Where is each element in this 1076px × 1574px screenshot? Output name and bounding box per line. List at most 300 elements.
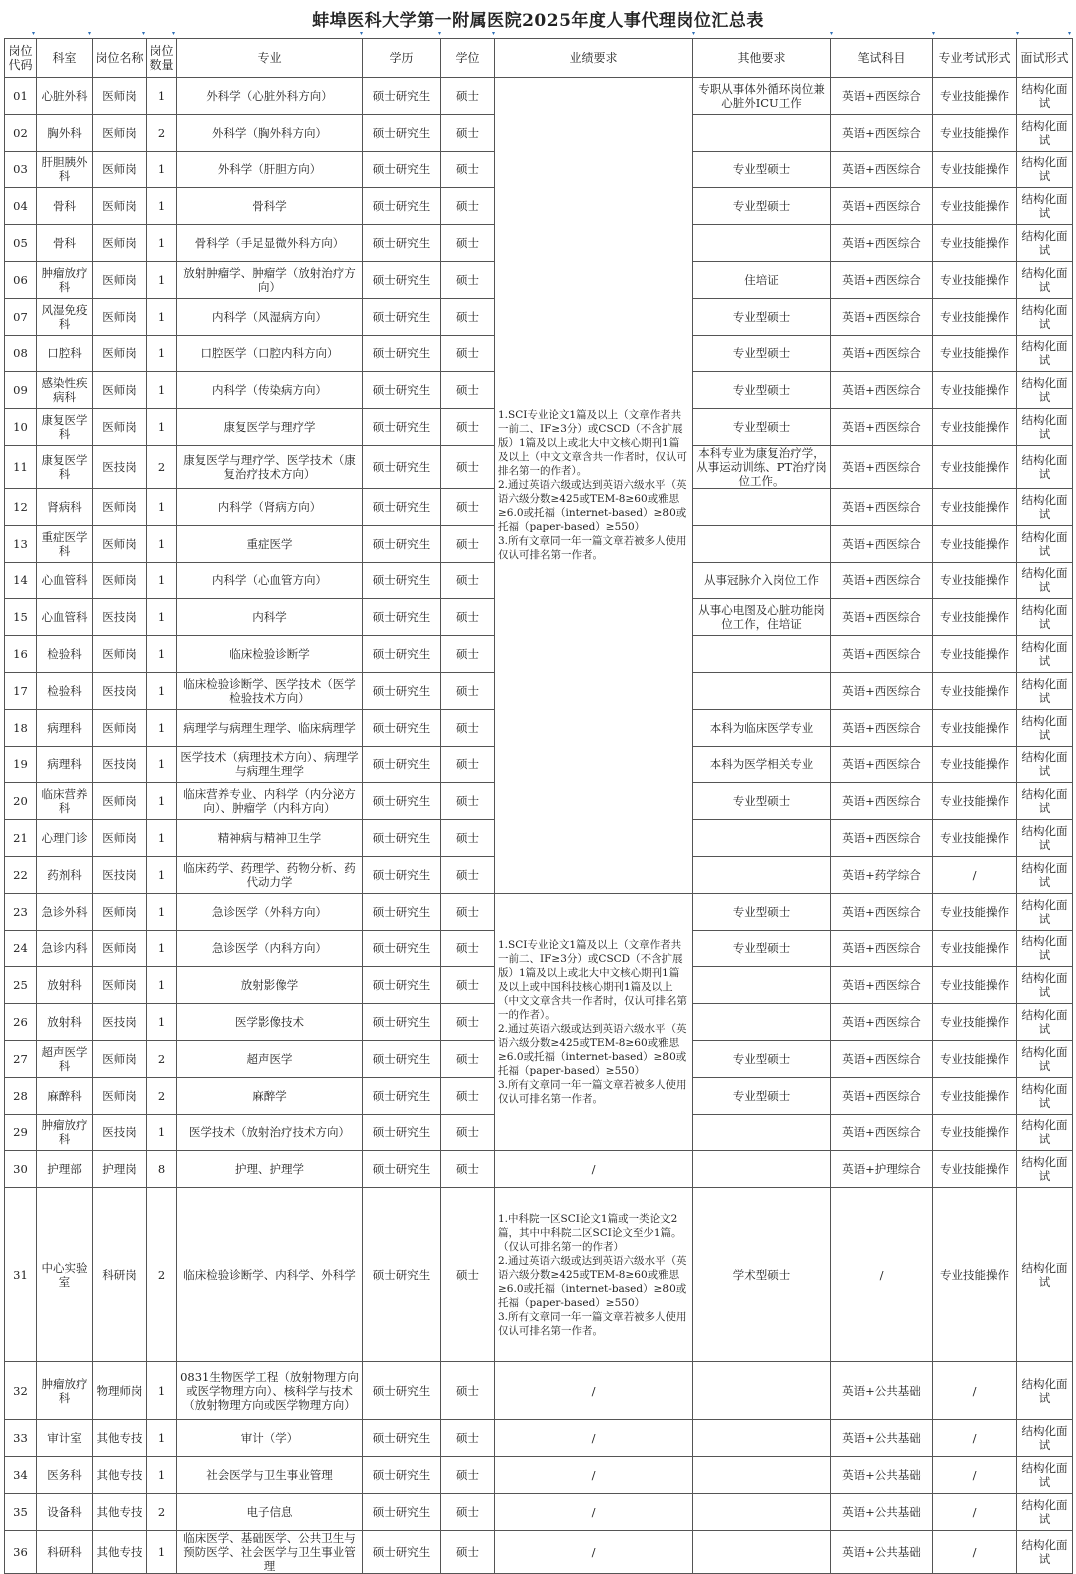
cell-major[interactable]: 社会医学与卫生事业管理 bbox=[177, 1456, 363, 1493]
cell-major[interactable]: 放射影像学 bbox=[177, 967, 363, 1004]
cell-post[interactable]: 医师岗 bbox=[93, 409, 147, 446]
cell-degree[interactable]: 硕士 bbox=[441, 636, 495, 673]
cell-exam[interactable]: 英语+西医综合 bbox=[831, 488, 933, 525]
cell-dept[interactable]: 医务科 bbox=[37, 1456, 93, 1493]
cell-num[interactable]: 1 bbox=[147, 893, 177, 930]
cell-post[interactable]: 物理师岗 bbox=[93, 1362, 147, 1420]
cell-prof[interactable]: / bbox=[933, 1420, 1017, 1457]
filter-dropdown-icon[interactable]: ▾ bbox=[31, 30, 35, 37]
cell-other[interactable]: 专业型硕士 bbox=[693, 893, 831, 930]
cell-post[interactable]: 医师岗 bbox=[93, 1077, 147, 1114]
cell-post[interactable]: 其他专技 bbox=[93, 1456, 147, 1493]
cell-prof[interactable]: / bbox=[933, 1456, 1017, 1493]
cell-post[interactable]: 医师岗 bbox=[93, 261, 147, 298]
cell-prof[interactable]: 专业技能操作 bbox=[933, 562, 1017, 599]
cell-other[interactable] bbox=[693, 636, 831, 673]
cell-major[interactable]: 病理学与病理生理学、临床病理学 bbox=[177, 709, 363, 746]
cell-edu[interactable]: 硕士研究生 bbox=[363, 298, 441, 335]
cell-num[interactable]: 1 bbox=[147, 746, 177, 783]
cell-dept[interactable]: 超声医学科 bbox=[37, 1040, 93, 1077]
cell-code[interactable]: 24 bbox=[5, 930, 37, 967]
cell-code[interactable]: 26 bbox=[5, 1004, 37, 1041]
cell-exam[interactable]: 英语+公共基础 bbox=[831, 1493, 933, 1530]
cell-num[interactable]: 1 bbox=[147, 261, 177, 298]
cell-dept[interactable]: 肝胆胰外科 bbox=[37, 151, 93, 188]
cell-code[interactable]: 29 bbox=[5, 1114, 37, 1151]
cell-interview[interactable]: 结构化面试 bbox=[1017, 599, 1073, 636]
cell-other[interactable]: 专业型硕士 bbox=[693, 1077, 831, 1114]
cell-degree[interactable]: 硕士 bbox=[441, 1456, 495, 1493]
cell-dept[interactable]: 感染性疾病科 bbox=[37, 372, 93, 409]
cell-other[interactable] bbox=[693, 1456, 831, 1493]
cell-interview[interactable]: 结构化面试 bbox=[1017, 636, 1073, 673]
cell-interview[interactable]: 结构化面试 bbox=[1017, 1077, 1073, 1114]
cell-post[interactable]: 医师岗 bbox=[93, 636, 147, 673]
cell-post[interactable]: 医师岗 bbox=[93, 820, 147, 857]
cell-code[interactable]: 12 bbox=[5, 488, 37, 525]
cell-major[interactable]: 临床检验诊断学、内科学、外科学 bbox=[177, 1188, 363, 1362]
cell-interview[interactable]: 结构化面试 bbox=[1017, 930, 1073, 967]
cell-major[interactable]: 放射肿瘤学、肿瘤学（放射治疗方向） bbox=[177, 261, 363, 298]
cell-interview[interactable]: 结构化面试 bbox=[1017, 78, 1073, 115]
cell-degree[interactable]: 硕士 bbox=[441, 225, 495, 262]
cell-code[interactable]: 21 bbox=[5, 820, 37, 857]
cell-major[interactable]: 急诊医学（外科方向） bbox=[177, 893, 363, 930]
cell-interview[interactable]: 结构化面试 bbox=[1017, 1420, 1073, 1457]
cell-prof[interactable]: 专业技能操作 bbox=[933, 1077, 1017, 1114]
cell-other[interactable]: 专业型硕士 bbox=[693, 298, 831, 335]
cell-dept[interactable]: 药剂科 bbox=[37, 856, 93, 893]
cell-degree[interactable]: 硕士 bbox=[441, 78, 495, 115]
cell-num[interactable]: 1 bbox=[147, 525, 177, 562]
cell-exam[interactable]: 英语+西医综合 bbox=[831, 672, 933, 709]
col-header-degree[interactable]: 学位 bbox=[441, 39, 495, 78]
cell-code[interactable]: 31 bbox=[5, 1188, 37, 1362]
cell-dept[interactable]: 临床营养科 bbox=[37, 783, 93, 820]
cell-other[interactable] bbox=[693, 1493, 831, 1530]
cell-edu[interactable]: 硕士研究生 bbox=[363, 1362, 441, 1420]
cell-num[interactable]: 1 bbox=[147, 1362, 177, 1420]
cell-major[interactable]: 急诊医学（内科方向） bbox=[177, 930, 363, 967]
cell-dept[interactable]: 口腔科 bbox=[37, 335, 93, 372]
cell-major[interactable]: 精神病与精神卫生学 bbox=[177, 820, 363, 857]
cell-exam[interactable]: 英语+西医综合 bbox=[831, 445, 933, 488]
cell-post[interactable]: 医师岗 bbox=[93, 225, 147, 262]
cell-interview[interactable]: 结构化面试 bbox=[1017, 1188, 1073, 1362]
cell-code[interactable]: 05 bbox=[5, 225, 37, 262]
cell-dept[interactable]: 检验科 bbox=[37, 636, 93, 673]
cell-edu[interactable]: 硕士研究生 bbox=[363, 820, 441, 857]
cell-dept[interactable]: 放射科 bbox=[37, 967, 93, 1004]
cell-dept[interactable]: 中心实验室 bbox=[37, 1188, 93, 1362]
cell-post[interactable]: 医技岗 bbox=[93, 856, 147, 893]
cell-code[interactable]: 06 bbox=[5, 261, 37, 298]
cell-degree[interactable]: 硕士 bbox=[441, 1420, 495, 1457]
cell-major[interactable]: 骨科学 bbox=[177, 188, 363, 225]
cell-interview[interactable]: 结构化面试 bbox=[1017, 562, 1073, 599]
cell-num[interactable]: 1 bbox=[147, 188, 177, 225]
cell-post[interactable]: 护理岗 bbox=[93, 1151, 147, 1188]
cell-edu[interactable]: 硕士研究生 bbox=[363, 1456, 441, 1493]
cell-code[interactable]: 23 bbox=[5, 893, 37, 930]
cell-other[interactable] bbox=[693, 488, 831, 525]
cell-exam[interactable]: 英语+护理综合 bbox=[831, 1151, 933, 1188]
cell-interview[interactable]: 结构化面试 bbox=[1017, 1493, 1073, 1530]
filter-dropdown-icon[interactable]: ▾ bbox=[691, 30, 695, 37]
cell-num[interactable]: 1 bbox=[147, 967, 177, 1004]
cell-interview[interactable]: 结构化面试 bbox=[1017, 1004, 1073, 1041]
cell-exam[interactable]: 英语+公共基础 bbox=[831, 1530, 933, 1573]
cell-code[interactable]: 34 bbox=[5, 1456, 37, 1493]
cell-major[interactable]: 康复医学与理疗学、医学技术（康复治疗技术方向） bbox=[177, 445, 363, 488]
cell-other[interactable] bbox=[693, 1420, 831, 1457]
cell-exam[interactable]: 英语+西医综合 bbox=[831, 225, 933, 262]
cell-prof[interactable]: 专业技能操作 bbox=[933, 930, 1017, 967]
cell-degree[interactable]: 硕士 bbox=[441, 709, 495, 746]
cell-interview[interactable]: 结构化面试 bbox=[1017, 261, 1073, 298]
cell-prof[interactable]: 专业技能操作 bbox=[933, 225, 1017, 262]
cell-num[interactable]: 1 bbox=[147, 562, 177, 599]
cell-post[interactable]: 医师岗 bbox=[93, 930, 147, 967]
cell-degree[interactable]: 硕士 bbox=[441, 372, 495, 409]
cell-other[interactable]: 专业型硕士 bbox=[693, 1040, 831, 1077]
cell-prof[interactable]: 专业技能操作 bbox=[933, 445, 1017, 488]
cell-interview[interactable]: 结构化面试 bbox=[1017, 1151, 1073, 1188]
cell-major[interactable]: 临床检验诊断学、医学技术（医学检验技术方向） bbox=[177, 672, 363, 709]
cell-degree[interactable]: 硕士 bbox=[441, 1530, 495, 1573]
cell-edu[interactable]: 硕士研究生 bbox=[363, 967, 441, 1004]
col-header-post[interactable]: 岗位名称 bbox=[93, 39, 147, 78]
cell-num[interactable]: 1 bbox=[147, 335, 177, 372]
cell-major[interactable]: 重症医学 bbox=[177, 525, 363, 562]
cell-major[interactable]: 医学影像技术 bbox=[177, 1004, 363, 1041]
cell-exam[interactable]: 英语+西医综合 bbox=[831, 151, 933, 188]
cell-interview[interactable]: 结构化面试 bbox=[1017, 488, 1073, 525]
cell-perf-requirement[interactable]: 1.SCI专业论文1篇及以上（文章作者共一前二、IF≥3分）或CSCD（不含扩展版）1篇及以上或北大中文核心期刊1篇及以上或中国科技核心期刊1篇及以上（中文文章含共一作者时，仅认可排名第一的作者）。 2.通过英语六级或达到英语六级水平（英语六级分数≥425或TEM-8≥60或雅思≥6.0或托福（internet-based）≥80或托福（paper-based）≥550） 3.所有文章同一年一篇文章若被多人使用仅认可排名第一作者。 bbox=[495, 893, 693, 1151]
cell-post[interactable]: 医技岗 bbox=[93, 672, 147, 709]
cell-prof[interactable]: 专业技能操作 bbox=[933, 335, 1017, 372]
cell-code[interactable]: 25 bbox=[5, 967, 37, 1004]
cell-dept[interactable]: 设备科 bbox=[37, 1493, 93, 1530]
cell-other[interactable]: 本科为医学相关专业 bbox=[693, 746, 831, 783]
cell-post[interactable]: 医技岗 bbox=[93, 1004, 147, 1041]
cell-interview[interactable]: 结构化面试 bbox=[1017, 445, 1073, 488]
cell-edu[interactable]: 硕士研究生 bbox=[363, 636, 441, 673]
cell-perf[interactable]: / bbox=[495, 1151, 693, 1188]
cell-exam[interactable]: 英语+西医综合 bbox=[831, 783, 933, 820]
cell-code[interactable]: 35 bbox=[5, 1493, 37, 1530]
cell-dept[interactable]: 肾病科 bbox=[37, 488, 93, 525]
cell-other[interactable] bbox=[693, 525, 831, 562]
cell-post[interactable]: 医师岗 bbox=[93, 525, 147, 562]
cell-degree[interactable]: 硕士 bbox=[441, 746, 495, 783]
cell-post[interactable]: 医师岗 bbox=[93, 372, 147, 409]
cell-num[interactable]: 1 bbox=[147, 409, 177, 446]
cell-post[interactable]: 医师岗 bbox=[93, 783, 147, 820]
cell-other[interactable] bbox=[693, 114, 831, 151]
cell-prof[interactable]: / bbox=[933, 1362, 1017, 1420]
cell-exam[interactable]: 英语+西医综合 bbox=[831, 525, 933, 562]
cell-dept[interactable]: 康复医学科 bbox=[37, 409, 93, 446]
cell-code[interactable]: 32 bbox=[5, 1362, 37, 1420]
cell-code[interactable]: 36 bbox=[5, 1530, 37, 1573]
cell-dept[interactable]: 病理科 bbox=[37, 746, 93, 783]
cell-code[interactable]: 14 bbox=[5, 562, 37, 599]
cell-interview[interactable]: 结构化面试 bbox=[1017, 1362, 1073, 1420]
cell-degree[interactable]: 硕士 bbox=[441, 967, 495, 1004]
cell-dept[interactable]: 病理科 bbox=[37, 709, 93, 746]
cell-num[interactable]: 1 bbox=[147, 820, 177, 857]
cell-num[interactable]: 1 bbox=[147, 856, 177, 893]
cell-edu[interactable]: 硕士研究生 bbox=[363, 188, 441, 225]
cell-interview[interactable]: 结构化面试 bbox=[1017, 1456, 1073, 1493]
cell-edu[interactable]: 硕士研究生 bbox=[363, 78, 441, 115]
cell-dept[interactable]: 放射科 bbox=[37, 1004, 93, 1041]
cell-edu[interactable]: 硕士研究生 bbox=[363, 525, 441, 562]
cell-degree[interactable]: 硕士 bbox=[441, 1362, 495, 1420]
cell-exam[interactable]: 英语+西医综合 bbox=[831, 261, 933, 298]
cell-prof[interactable]: 专业技能操作 bbox=[933, 151, 1017, 188]
cell-prof[interactable]: 专业技能操作 bbox=[933, 188, 1017, 225]
cell-num[interactable]: 1 bbox=[147, 709, 177, 746]
cell-num[interactable]: 1 bbox=[147, 298, 177, 335]
cell-interview[interactable]: 结构化面试 bbox=[1017, 856, 1073, 893]
cell-edu[interactable]: 硕士研究生 bbox=[363, 783, 441, 820]
cell-major[interactable]: 内科学（肾病方向） bbox=[177, 488, 363, 525]
cell-code[interactable]: 07 bbox=[5, 298, 37, 335]
col-header-edu[interactable]: 学历 bbox=[363, 39, 441, 78]
cell-dept[interactable]: 护理部 bbox=[37, 1151, 93, 1188]
cell-interview[interactable]: 结构化面试 bbox=[1017, 225, 1073, 262]
cell-interview[interactable]: 结构化面试 bbox=[1017, 746, 1073, 783]
cell-other[interactable]: 专业型硕士 bbox=[693, 372, 831, 409]
cell-code[interactable]: 30 bbox=[5, 1151, 37, 1188]
cell-major[interactable]: 电子信息 bbox=[177, 1493, 363, 1530]
cell-other[interactable] bbox=[693, 1151, 831, 1188]
col-header-prof[interactable]: 专业考试形式 bbox=[933, 39, 1017, 78]
cell-interview[interactable]: 结构化面试 bbox=[1017, 335, 1073, 372]
cell-major[interactable]: 医学技术（放射治疗技术方向） bbox=[177, 1114, 363, 1151]
cell-code[interactable]: 18 bbox=[5, 709, 37, 746]
cell-interview[interactable]: 结构化面试 bbox=[1017, 151, 1073, 188]
cell-prof[interactable]: 专业技能操作 bbox=[933, 525, 1017, 562]
cell-degree[interactable]: 硕士 bbox=[441, 856, 495, 893]
cell-degree[interactable]: 硕士 bbox=[441, 151, 495, 188]
cell-other[interactable] bbox=[693, 1362, 831, 1420]
cell-code[interactable]: 11 bbox=[5, 445, 37, 488]
cell-prof[interactable]: / bbox=[933, 856, 1017, 893]
cell-other[interactable]: 学术型硕士 bbox=[693, 1188, 831, 1362]
cell-dept[interactable]: 心理门诊 bbox=[37, 820, 93, 857]
cell-post[interactable]: 医师岗 bbox=[93, 114, 147, 151]
cell-other[interactable] bbox=[693, 1114, 831, 1151]
cell-interview[interactable]: 结构化面试 bbox=[1017, 409, 1073, 446]
cell-post[interactable]: 医师岗 bbox=[93, 488, 147, 525]
filter-dropdown-icon[interactable]: ▾ bbox=[491, 30, 495, 37]
cell-prof[interactable]: 专业技能操作 bbox=[933, 1040, 1017, 1077]
cell-edu[interactable]: 硕士研究生 bbox=[363, 562, 441, 599]
cell-exam[interactable]: 英语+西医综合 bbox=[831, 1040, 933, 1077]
cell-other[interactable]: 住培证 bbox=[693, 261, 831, 298]
cell-prof[interactable]: 专业技能操作 bbox=[933, 488, 1017, 525]
cell-post[interactable]: 医师岗 bbox=[93, 335, 147, 372]
cell-major[interactable]: 审计（学） bbox=[177, 1420, 363, 1457]
cell-num[interactable]: 8 bbox=[147, 1151, 177, 1188]
cell-code[interactable]: 01 bbox=[5, 78, 37, 115]
cell-exam[interactable]: 英语+西医综合 bbox=[831, 298, 933, 335]
cell-prof[interactable]: / bbox=[933, 1493, 1017, 1530]
cell-post[interactable]: 医师岗 bbox=[93, 78, 147, 115]
cell-interview[interactable]: 结构化面试 bbox=[1017, 525, 1073, 562]
cell-degree[interactable]: 硕士 bbox=[441, 409, 495, 446]
cell-num[interactable]: 2 bbox=[147, 445, 177, 488]
cell-num[interactable]: 2 bbox=[147, 114, 177, 151]
cell-dept[interactable]: 骨科 bbox=[37, 188, 93, 225]
cell-major[interactable]: 外科学（胸外科方向） bbox=[177, 114, 363, 151]
cell-exam[interactable]: 英语+西医综合 bbox=[831, 709, 933, 746]
cell-degree[interactable]: 硕士 bbox=[441, 525, 495, 562]
cell-prof[interactable]: / bbox=[933, 1530, 1017, 1573]
cell-other[interactable]: 专业型硕士 bbox=[693, 930, 831, 967]
cell-perf[interactable]: / bbox=[495, 1493, 693, 1530]
cell-code[interactable]: 16 bbox=[5, 636, 37, 673]
cell-dept[interactable]: 麻醉科 bbox=[37, 1077, 93, 1114]
cell-perf-requirement[interactable]: 1.中科院一区SCI论文1篇或一类论文2篇，其中中科院二区SCI论文至少1篇。（仅认可排名第一的作者） 2.通过英语六级或达到英语六级水平（英语六级分数≥425或TEM-8≥60或雅思≥6.0或托福（internet-based）≥80或托福（paper-based）≥550） 3.所有文章同一年一篇文章若被多人使用仅认可排名第一作者。 bbox=[495, 1188, 693, 1362]
col-header-num[interactable]: 岗位数量 bbox=[147, 39, 177, 78]
cell-dept[interactable]: 心血管科 bbox=[37, 562, 93, 599]
cell-edu[interactable]: 硕士研究生 bbox=[363, 1077, 441, 1114]
cell-code[interactable]: 22 bbox=[5, 856, 37, 893]
cell-num[interactable]: 1 bbox=[147, 783, 177, 820]
cell-dept[interactable]: 肿瘤放疗科 bbox=[37, 261, 93, 298]
cell-degree[interactable]: 硕士 bbox=[441, 562, 495, 599]
cell-perf[interactable]: / bbox=[495, 1456, 693, 1493]
cell-post[interactable]: 其他专技 bbox=[93, 1493, 147, 1530]
cell-num[interactable]: 1 bbox=[147, 151, 177, 188]
cell-edu[interactable]: 硕士研究生 bbox=[363, 335, 441, 372]
cell-prof[interactable]: 专业技能操作 bbox=[933, 298, 1017, 335]
cell-perf[interactable]: / bbox=[495, 1420, 693, 1457]
cell-exam[interactable]: 英语+西医综合 bbox=[831, 820, 933, 857]
col-header-code[interactable]: 岗位代码 bbox=[5, 39, 37, 78]
filter-dropdown-icon[interactable]: ▾ bbox=[359, 30, 363, 37]
cell-prof[interactable]: 专业技能操作 bbox=[933, 746, 1017, 783]
cell-degree[interactable]: 硕士 bbox=[441, 783, 495, 820]
cell-exam[interactable]: 英语+药学综合 bbox=[831, 856, 933, 893]
cell-prof[interactable]: 专业技能操作 bbox=[933, 967, 1017, 1004]
cell-exam[interactable]: 英语+公共基础 bbox=[831, 1456, 933, 1493]
cell-major[interactable]: 临床营养专业、内科学（内分泌方向）、肿瘤学（内科方向） bbox=[177, 783, 363, 820]
cell-other[interactable] bbox=[693, 1530, 831, 1573]
cell-dept[interactable]: 急诊内科 bbox=[37, 930, 93, 967]
cell-degree[interactable]: 硕士 bbox=[441, 114, 495, 151]
cell-degree[interactable]: 硕士 bbox=[441, 1188, 495, 1362]
cell-edu[interactable]: 硕士研究生 bbox=[363, 1493, 441, 1530]
cell-major[interactable]: 内科学（风湿病方向） bbox=[177, 298, 363, 335]
cell-prof[interactable]: 专业技能操作 bbox=[933, 599, 1017, 636]
cell-dept[interactable]: 风湿免疫科 bbox=[37, 298, 93, 335]
cell-degree[interactable]: 硕士 bbox=[441, 1077, 495, 1114]
cell-exam[interactable]: 英语+西医综合 bbox=[831, 599, 933, 636]
cell-code[interactable]: 19 bbox=[5, 746, 37, 783]
cell-exam[interactable]: 英语+西医综合 bbox=[831, 372, 933, 409]
cell-num[interactable]: 1 bbox=[147, 225, 177, 262]
cell-other[interactable]: 专业型硕士 bbox=[693, 409, 831, 446]
cell-exam[interactable]: 英语+公共基础 bbox=[831, 1362, 933, 1420]
cell-other[interactable] bbox=[693, 856, 831, 893]
cell-dept[interactable]: 心脏外科 bbox=[37, 78, 93, 115]
cell-other[interactable] bbox=[693, 672, 831, 709]
cell-dept[interactable]: 重症医学科 bbox=[37, 525, 93, 562]
cell-degree[interactable]: 硕士 bbox=[441, 1040, 495, 1077]
cell-other[interactable]: 专业型硕士 bbox=[693, 188, 831, 225]
cell-edu[interactable]: 硕士研究生 bbox=[363, 225, 441, 262]
cell-other[interactable] bbox=[693, 225, 831, 262]
cell-prof[interactable]: 专业技能操作 bbox=[933, 261, 1017, 298]
cell-other[interactable]: 本科专业为康复治疗学，从事运动训练、PT治疗岗位工作。 bbox=[693, 445, 831, 488]
col-header-dept[interactable]: 科室 bbox=[37, 39, 93, 78]
col-header-major[interactable]: 专业 bbox=[177, 39, 363, 78]
filter-dropdown-icon[interactable]: ▾ bbox=[141, 30, 145, 37]
cell-other[interactable]: 专职从事体外循环岗位兼心脏外ICU工作 bbox=[693, 78, 831, 115]
cell-num[interactable]: 2 bbox=[147, 1493, 177, 1530]
cell-interview[interactable]: 结构化面试 bbox=[1017, 672, 1073, 709]
cell-post[interactable]: 其他专技 bbox=[93, 1420, 147, 1457]
cell-other[interactable]: 专业型硕士 bbox=[693, 783, 831, 820]
cell-dept[interactable]: 检验科 bbox=[37, 672, 93, 709]
cell-other[interactable]: 从事冠脉介入岗位工作 bbox=[693, 562, 831, 599]
cell-interview[interactable]: 结构化面试 bbox=[1017, 893, 1073, 930]
cell-num[interactable]: 1 bbox=[147, 1114, 177, 1151]
cell-degree[interactable]: 硕士 bbox=[441, 930, 495, 967]
cell-major[interactable]: 外科学（心脏外科方向） bbox=[177, 78, 363, 115]
cell-post[interactable]: 医技岗 bbox=[93, 445, 147, 488]
cell-post[interactable]: 医师岗 bbox=[93, 893, 147, 930]
cell-dept[interactable]: 急诊外科 bbox=[37, 893, 93, 930]
cell-edu[interactable]: 硕士研究生 bbox=[363, 1188, 441, 1362]
cell-degree[interactable]: 硕士 bbox=[441, 1114, 495, 1151]
cell-code[interactable]: 04 bbox=[5, 188, 37, 225]
cell-code[interactable]: 03 bbox=[5, 151, 37, 188]
cell-major[interactable]: 超声医学 bbox=[177, 1040, 363, 1077]
cell-num[interactable]: 1 bbox=[147, 78, 177, 115]
cell-prof[interactable]: 专业技能操作 bbox=[933, 709, 1017, 746]
cell-prof[interactable]: 专业技能操作 bbox=[933, 114, 1017, 151]
cell-code[interactable]: 27 bbox=[5, 1040, 37, 1077]
cell-edu[interactable]: 硕士研究生 bbox=[363, 151, 441, 188]
cell-code[interactable]: 15 bbox=[5, 599, 37, 636]
cell-exam[interactable]: 英语+西医综合 bbox=[831, 1004, 933, 1041]
filter-dropdown-icon[interactable]: ▾ bbox=[171, 30, 175, 37]
cell-major[interactable]: 内科学 bbox=[177, 599, 363, 636]
cell-major[interactable]: 麻醉学 bbox=[177, 1077, 363, 1114]
cell-prof[interactable]: 专业技能操作 bbox=[933, 78, 1017, 115]
cell-degree[interactable]: 硕士 bbox=[441, 261, 495, 298]
cell-interview[interactable]: 结构化面试 bbox=[1017, 1114, 1073, 1151]
cell-exam[interactable]: 英语+西医综合 bbox=[831, 114, 933, 151]
cell-edu[interactable]: 硕士研究生 bbox=[363, 599, 441, 636]
cell-major[interactable]: 内科学（传染病方向） bbox=[177, 372, 363, 409]
col-header-exam[interactable]: 笔试科目 bbox=[831, 39, 933, 78]
cell-interview[interactable]: 结构化面试 bbox=[1017, 820, 1073, 857]
cell-major[interactable]: 口腔医学（口腔内科方向） bbox=[177, 335, 363, 372]
filter-dropdown-icon[interactable]: ▾ bbox=[437, 30, 441, 37]
cell-num[interactable]: 1 bbox=[147, 930, 177, 967]
cell-interview[interactable]: 结构化面试 bbox=[1017, 783, 1073, 820]
cell-code[interactable]: 10 bbox=[5, 409, 37, 446]
cell-code[interactable]: 33 bbox=[5, 1420, 37, 1457]
cell-degree[interactable]: 硕士 bbox=[441, 1004, 495, 1041]
